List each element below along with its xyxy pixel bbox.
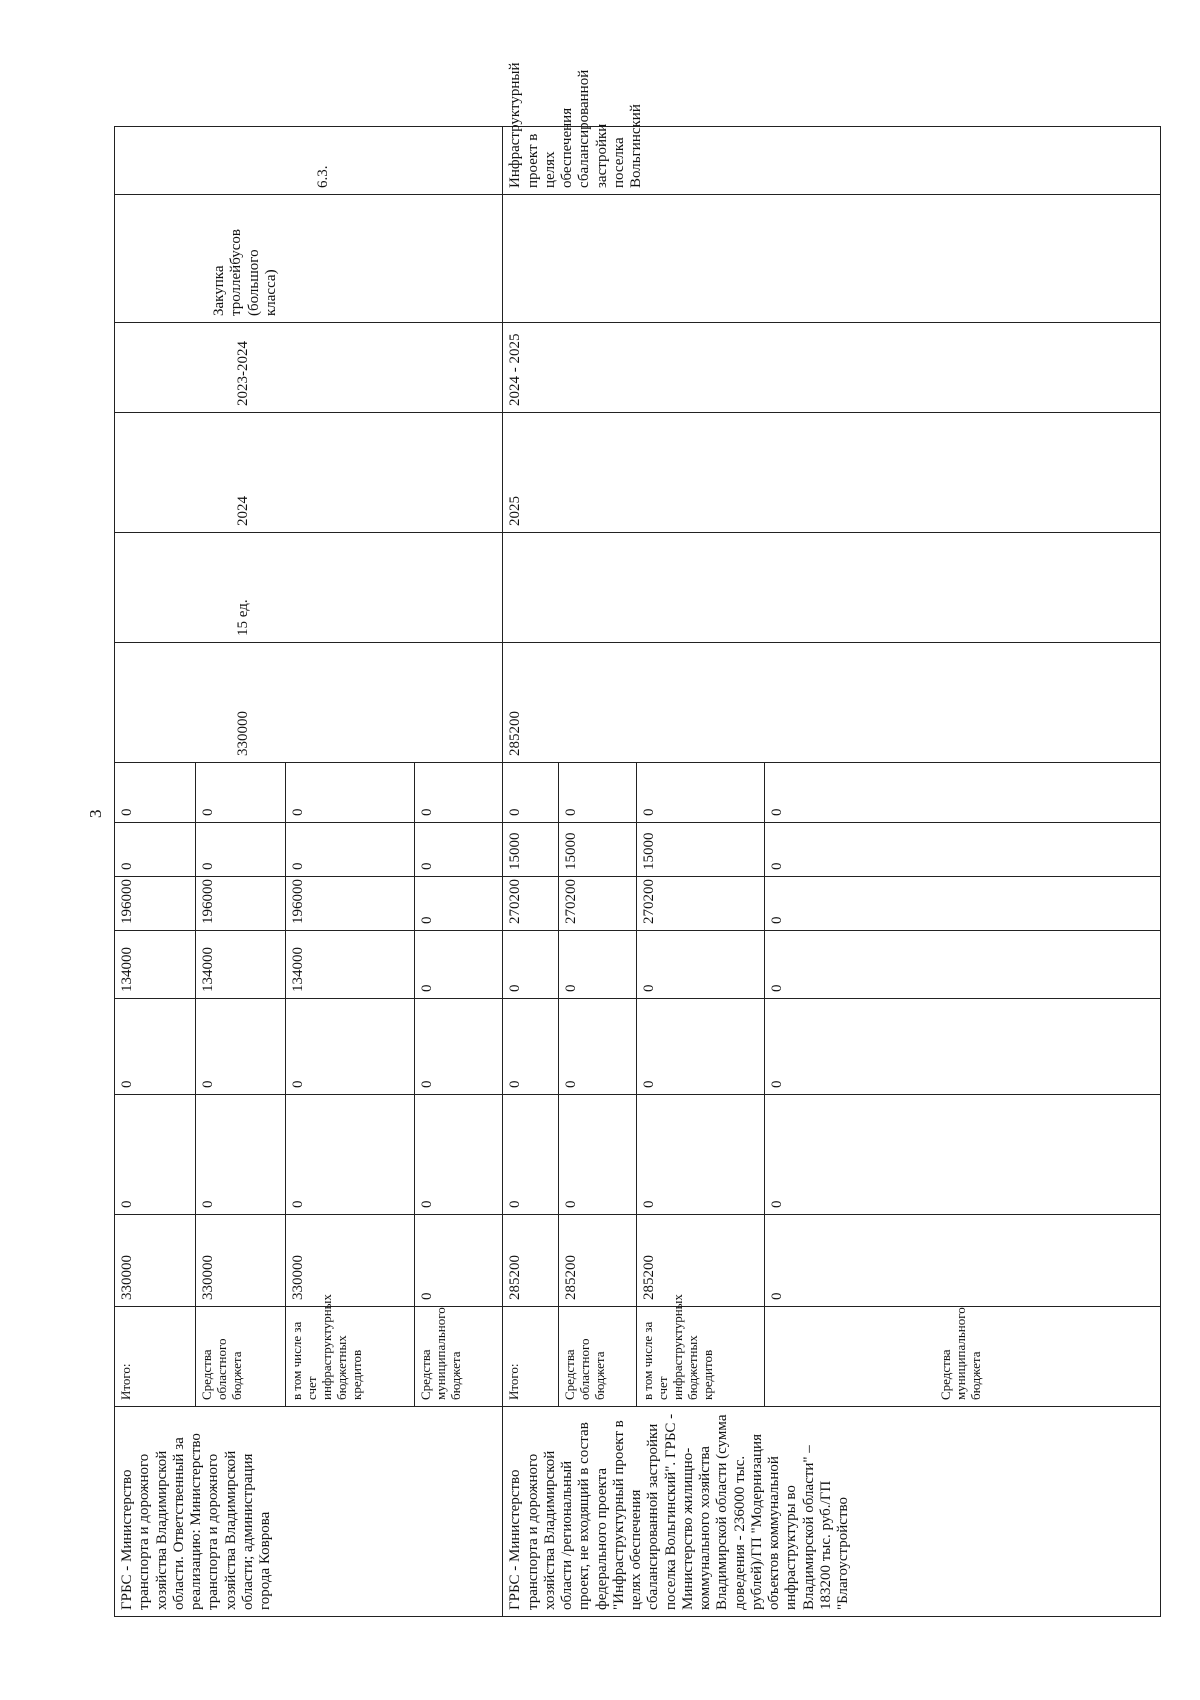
row-63-number: 6.3. xyxy=(115,127,503,195)
row-63-value: 0 xyxy=(196,999,286,1095)
row-7-value: 0 xyxy=(503,931,559,999)
row-63-value: 0 xyxy=(415,999,503,1095)
row-63-value: 0 xyxy=(286,1095,415,1215)
row-7-value: 270200 xyxy=(503,877,559,931)
row-7-value: 0 xyxy=(765,877,1161,931)
row-7-value: 0 xyxy=(765,763,1161,823)
row-7-project-name xyxy=(503,62,1161,195)
row-7-year: 2025 xyxy=(503,413,1161,533)
row-7-indicator xyxy=(503,533,1161,643)
row-7-value: 15000 xyxy=(503,823,559,877)
row-63-value: 0 xyxy=(286,763,415,823)
row-7-value: 15000 xyxy=(559,823,637,877)
row-7-source-label: Итого: xyxy=(503,1307,559,1407)
page-number: 3 xyxy=(86,809,105,818)
row-63-total-value: 330000 xyxy=(286,1215,415,1307)
row-7-event xyxy=(503,195,1161,323)
row-63-value: 134000 xyxy=(115,931,196,999)
row-63-period: 2023-2024 xyxy=(115,323,503,413)
row-7-value: 0 xyxy=(637,999,765,1095)
row-7-total-value: 0 xyxy=(765,1215,1161,1307)
row-63-value: 0 xyxy=(196,823,286,877)
row-63-source-label: Средства муниципального бюджета xyxy=(415,1307,503,1407)
row-63-source-label: в том числе за счет инфраструктурных бюджетных кредитов xyxy=(286,1307,415,1407)
row-63-year: 2024 xyxy=(115,413,503,533)
row-63-total-value: 330000 xyxy=(196,1215,286,1307)
row-63-value: 0 xyxy=(286,823,415,877)
row-63-value: 0 xyxy=(115,763,196,823)
rotated-page-content xyxy=(114,62,1126,1617)
row-7-value: 0 xyxy=(765,999,1161,1095)
row-63-source-label: Средства областного бюджета xyxy=(196,1307,286,1407)
row-7-value: 0 xyxy=(637,763,765,823)
row-7-source-label: Средства областного бюджета xyxy=(559,1307,637,1407)
row-63-value: 0 xyxy=(415,877,503,931)
row-63-total: 330000 xyxy=(115,643,503,763)
row-7-value: 0 xyxy=(765,823,1161,877)
row-7-responsible-cell: ГРБС - Министерство транспорта и дорожного хозяйства Владимирской области /региональный проект, не входящий в состав федерального проекта "Инфраструктурный проект в целях обеспечения сбалансированной застройки поселка Вольгинский". ГРБС - Министерство жилищно-коммунального хозяйства Владимирской области (сумма доведения - 236000 тыс. рублей)/ГП "Модернизация объектов коммунальной инфраструктуры во Владимирской области" – 183200 тыс. руб./ГП "Благоустройство xyxy=(503,1407,1161,1617)
row-63-value: 196000 xyxy=(286,877,415,931)
row-63-responsible-cell: ГРБС - Министерство транспорта и дорожного хозяйства Владимирской области. Ответственный за реализацию: Министерство транспорта и дорожного хозяйства Владимирской области; администрация города Коврова xyxy=(115,1407,503,1617)
row-63-value: 134000 xyxy=(286,931,415,999)
row-7-source-label: в том числе за счет инфраструктурных бюджетных кредитов xyxy=(637,1307,765,1407)
row-7-value: 15000 xyxy=(637,823,765,877)
row-7-value: 270200 xyxy=(559,877,637,931)
table-row xyxy=(503,127,559,1617)
row-7-value: 0 xyxy=(559,763,637,823)
table-row xyxy=(115,127,196,1617)
row-7-total: 285200 xyxy=(503,643,1161,763)
row-63-value: 0 xyxy=(415,931,503,999)
row-7-source-label xyxy=(765,1307,1161,1407)
row-7-name: Инфраструктурный проект в целях обеспечения сбалансированной застройки поселка Вольгинский xyxy=(507,62,644,188)
row-7-value: 0 xyxy=(765,1095,1161,1215)
row-7-value: 0 xyxy=(637,931,765,999)
row-7-value: 0 xyxy=(503,999,559,1095)
row-63-source-label: Итого: xyxy=(115,1307,196,1407)
row-7-value: 0 xyxy=(559,931,637,999)
row-63-value: 0 xyxy=(415,763,503,823)
row-63-value: 0 xyxy=(415,823,503,877)
row-7-total-value: 285200 xyxy=(559,1215,637,1307)
row-7-municipal-label: Средства муниципального бюджета xyxy=(938,1307,984,1400)
row-63-value: 196000 xyxy=(196,877,286,931)
row-7-period: 2024 - 2025 xyxy=(503,323,1161,413)
row-63-value: 0 xyxy=(115,823,196,877)
row-7-value: 0 xyxy=(559,999,637,1095)
row-63-value: 0 xyxy=(286,999,415,1095)
row-63-indicator: 15 ед. xyxy=(115,533,503,643)
row-7-value: 270200 xyxy=(637,877,765,931)
row-63-value: 0 xyxy=(115,999,196,1095)
row-63-event: Закупка троллейбусов (большого класса) xyxy=(115,195,503,323)
row-63-value: 0 xyxy=(196,1095,286,1215)
row-63-total-value: 330000 xyxy=(115,1215,196,1307)
row-63-value: 0 xyxy=(115,1095,196,1215)
row-63-value: 0 xyxy=(196,763,286,823)
row-7-value: 0 xyxy=(637,1095,765,1215)
row-63-value: 0 xyxy=(415,1095,503,1215)
row-63-total-value: 0 xyxy=(415,1215,503,1307)
program-table xyxy=(114,62,1161,1617)
row-7-total-value: 285200 xyxy=(503,1215,559,1307)
row-7-value: 0 xyxy=(765,931,1161,999)
row-7-value: 0 xyxy=(503,1095,559,1215)
row-63-value: 134000 xyxy=(196,931,286,999)
row-7-value: 0 xyxy=(503,763,559,823)
row-7-total-value: 285200 xyxy=(637,1215,765,1307)
row-63-value: 196000 xyxy=(115,877,196,931)
row-7-value: 0 xyxy=(559,1095,637,1215)
